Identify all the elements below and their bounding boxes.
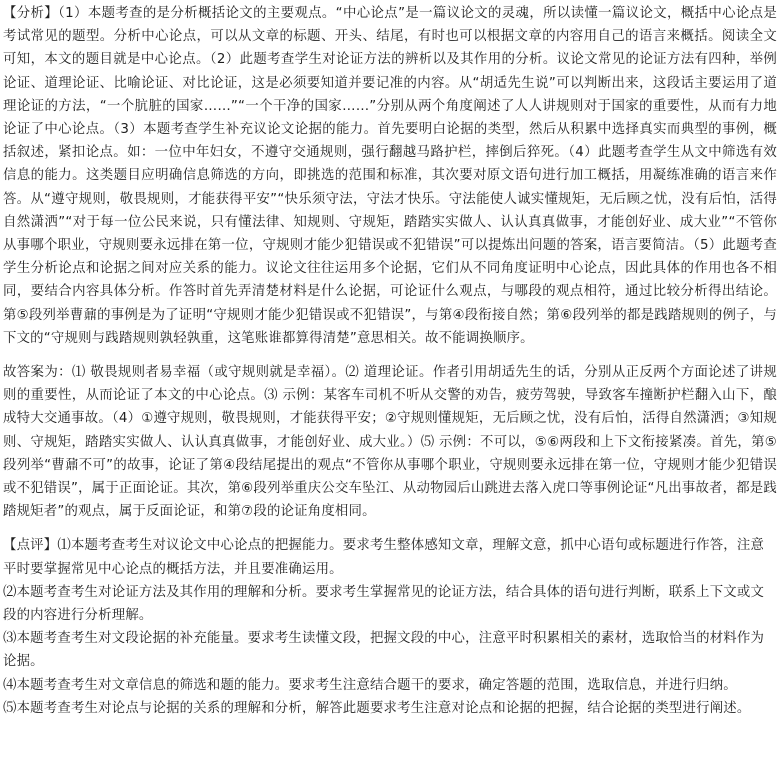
comment-section: [3, 534, 777, 720]
comment-point-text: ⑴本题考查考生对议论文中心论点的把握能力。要求考生整体感知文章，理解文意，抓中心语句或标题进行作答，注意平时要掌握常见中心论点的概括方法，并且要准确运用。: [3, 538, 765, 577]
paragraph-gap: [3, 350, 777, 361]
comment-point: ⑷本题考查考生对文章信息的筛选和题的能力。要求考生注意结合题干的要求，确定答题的范围，选取信息，并进行归纳。: [3, 677, 737, 693]
comment-point: ⑶本题考查考生对文段论据的补充能量。要求考生读懂文段，把握文段的中心，注意平时积累相关的素材，选取恰当的材料作为论据。: [3, 631, 765, 670]
answer-text: 故答案为：⑴ 敬畏规则者易幸福（或守规则就是幸福）。⑵ 道理论证。作者引用胡适先生的话，分别从正反两个方面论述了讲规则的重要性，从而论证了本文的中心论点。⑶ 示例：某客车司机不听从交警的劝告，疲劳驾驶，导致客车撞断护栏翻入山下，酿成特大交通事故。（4）①遵守规则，敬畏规则，才能获得平安；②守规则懂规矩，无后顾之忧，没有后怕，活得自然潇洒；③知规则、守规矩，踏踏实实做人、认认真真做事，才能创好业、成大业。）⑸ 示例：不可以，⑤⑥两段和上下文衔接紧凑。首先，第⑤段列举“曹鼐不可”的故事，论证了第④段结尾提出的观点“不管你从事哪个职业，守规则要永远排在第一位，守规则才能少犯错误或不犯错误”，属于正面论证。其次，第⑥段列举重庆公交车坠江、从动物园后山跳进去落入虎口等事例论证“凡出事故者，都是践踏规矩者”的观点，属于反面论证，和第⑦段的论证角度相同。: [3, 365, 777, 520]
comment-point: ⑸本题考查考生对论点与论据的关系的理解和分析，解答此题要求考生注意对论点和论据的把握，结合论据的类型进行阐述。: [3, 700, 751, 716]
analysis-text: （1）本题考查的是分析概括论文的主要观点。“中心论点”是一篇议论文的灵魂，所以读懂一篇议论文，概括中心论点是考试常见的题型。分析中心论点，可以从文章的标题、开头、结尾，有时也可以根据文章的内容用自己的语言来概括。阅读全文可知，本文的题目就是中心论点。（2）此题考查学生对论证方法的辨析以及其作用的分析。议论文常见的论证方法有四种，举例论证、道理论证、比喻论证、对比论证，这是必须要知道并要记准的内容。从“胡适先生说”可以判断出来，这段话主要运用了道理论证的方法，“一个肮脏的国家……”“一个干净的国家……”分别从两个角度阐述了人人讲规则对于国家的重要性，从而有力地论证了中心论点。（3）本题考查学生补充议论文论据的能力。首先要明白论据的类型，然后从积累中选择真实而典型的事例，概括叙述，紧扣论点。如：一位中年妇女，不遵守交通规则，强行翻越马路护栏，摔倒后猝死。（4）此题考查学生从文中筛选有效信息的能力。这类题目应明确信息筛选的方向，即挑选的范围和标准，其次要对原文语句进行加工概括，用凝练准确的语言来作答。从“遵守规则，敬畏规则，才能获得平安”“快乐须守法，守法才快乐。守法能使人诚实懂规矩，无后顾之忧，没有后怕，活得自然潇洒”“对于每一位公民来说，只有懂法律、知规则、守规矩，踏踏实实做人、认认真真做事，才能创好业、成大业”“不管你从事哪个职业，守规则要永远排在第一位，守规则才能少犯错误或不犯错误”可以提炼出问题的答案，语言要简洁。（5）此题考查学生分析论点和论据之间对应关系的能力。议论文往往运用多个论据，它们从不同角度证明中心论点，因此具体的作用也各不相同，要结合内容具体分析。作答时首先弄清楚材料是什么论据，可论证什么观点，与哪段的观点相符，通过比较分析得出结论。第⑤段列举曹鼐的事例是为了证明“守规则才能少犯错误或不犯错误”，与第④段衔接自然；第⑥段列举的都是践踏规则的例子，与下文的“守规则与践踏规则孰轻孰重，这笔账谁都算得清楚”意思相关。故不能调换顺序。: [3, 6, 777, 346]
comment-point: ⑵本题考查考生对论证方法及其作用的理解和分析。要求考生掌握常见的论证方法，结合具体的语句进行判断，联系上下文或文段的内容进行分析理解。: [3, 584, 765, 624]
analysis-paragraph: [3, 2, 777, 350]
paragraph-gap: [3, 523, 777, 534]
comment-tag: 【点评】: [3, 538, 58, 554]
comment-point: [3, 534, 777, 580]
answer-paragraph: [3, 361, 777, 523]
analysis-tag: 【分析】: [3, 6, 59, 21]
